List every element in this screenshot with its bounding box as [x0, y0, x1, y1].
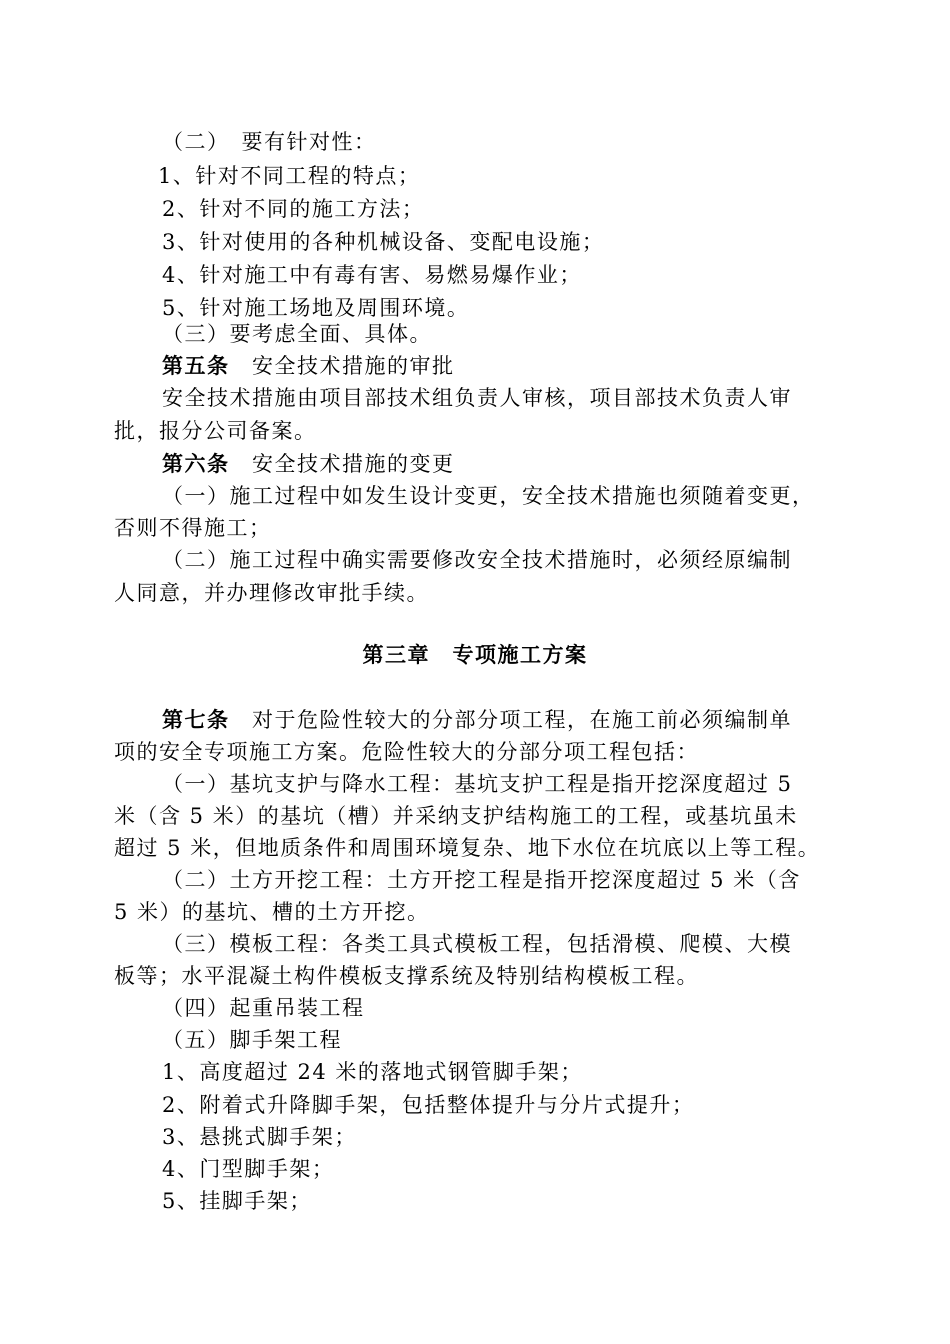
paragraph-line: （一）施工过程中如发生设计变更，安全技术措施也须随着变更，	[162, 484, 815, 508]
list-item: 1、高度超过 24 米的落地式钢管脚手架；	[162, 1060, 583, 1084]
list-item: 2、附着式升降脚手架，包括整体提升与分片式提升；	[162, 1093, 695, 1117]
article-6-heading	[162, 450, 455, 478]
paragraph-line: 安全技术措施由项目部技术组负责人审核，项目部技术负责人审	[162, 386, 792, 410]
paragraph-line: 米（含 5 米）的基坑（槽）并采纳支护结构施工的工程，或基坑虽未	[114, 804, 798, 828]
list-item: 4、门型脚手架；	[162, 1157, 335, 1181]
paragraph-line: 人同意，并办理修改审批手续。	[114, 581, 429, 605]
paragraph-line: 项的安全专项施工方案。危险性较大的分部分项工程包括：	[114, 740, 699, 764]
list-item: 1、针对不同工程的特点；	[158, 164, 421, 188]
paragraph-line: 批，报分公司备案。	[114, 419, 317, 443]
paragraph-line: （二）施工过程中确实需要修改安全技术措施时，必须经原编制	[162, 548, 792, 572]
list-item: 3、针对使用的各种机械设备、变配电设施；	[162, 230, 605, 254]
article-label: 第六条	[162, 451, 230, 476]
paragraph-line: （三）模板工程：各类工具式模板工程，包括滑模、爬模、大模	[162, 932, 792, 956]
list-item: 5、针对施工场地及周围环境。	[162, 296, 470, 320]
paragraph-line: 板等；水平混凝土构件模板支撑系统及特别结构模板工程。	[114, 964, 699, 988]
paragraph-line: （二）土方开挖工程：土方开挖工程是指开挖深度超过 5 米（含	[162, 868, 801, 892]
article-5-heading	[162, 352, 455, 380]
paragraph-line: （四）起重吊装工程	[162, 996, 365, 1020]
paragraph-line: （一）基坑支护与降水工程：基坑支护工程是指开挖深度超过 5	[162, 772, 793, 796]
chapter-title: 第三章 专项施工方案	[362, 642, 588, 667]
article-label: 第五条	[162, 353, 230, 378]
section-2-heading: （二） 要有针对性：	[162, 130, 377, 154]
list-item: 2、针对不同的施工方法；	[162, 197, 425, 221]
paragraph-line: 对于危险性较大的分部分项工程，在施工前必须编制单	[252, 708, 792, 732]
list-item: 3、悬挑式脚手架；	[162, 1125, 357, 1149]
paragraph-line: （五）脚手架工程	[162, 1028, 342, 1052]
article-title: 安全技术措施的变更	[252, 452, 455, 476]
article-label: 第七条	[162, 707, 230, 732]
paragraph-line: 否则不得施工；	[114, 516, 272, 540]
article-title: 安全技术措施的审批	[252, 354, 455, 378]
article-7-heading	[162, 706, 792, 734]
section-3-text: （三）要考虑全面、具体。	[162, 322, 432, 346]
list-item: 4、针对施工中有毒有害、易燃易爆作业；	[162, 263, 582, 287]
paragraph-line: 5 米）的基坑、槽的土方开挖。	[114, 900, 430, 924]
paragraph-line: 超过 5 米，但地质条件和周围环境复杂、地下水位在坑底以上等工程。	[114, 836, 821, 860]
list-item: 5、挂脚手架；	[162, 1189, 312, 1213]
